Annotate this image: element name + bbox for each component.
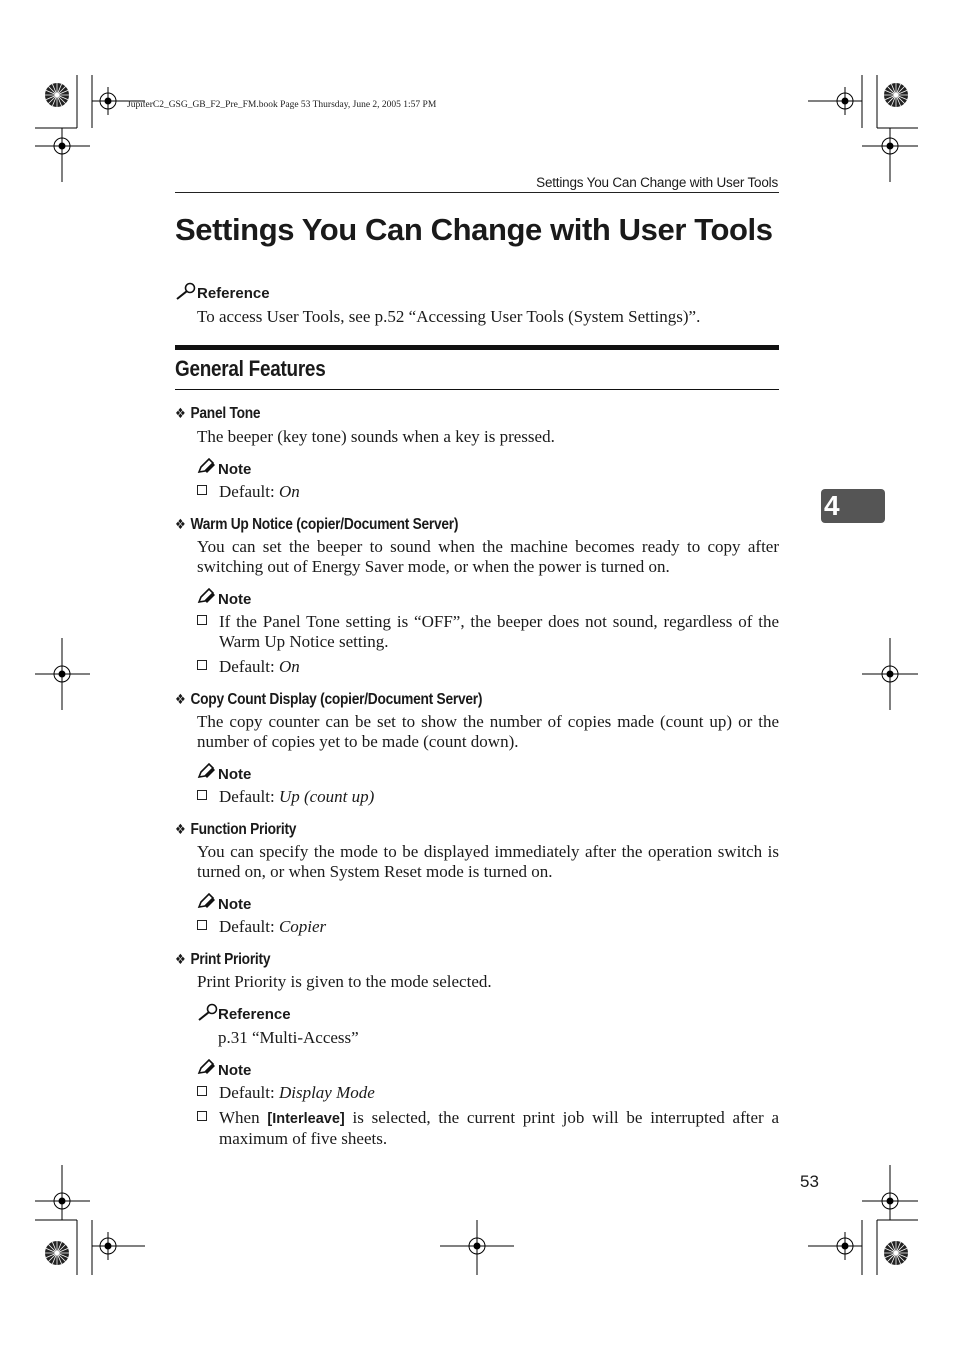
feature-heading-function-priority: ❖ Function Priority	[175, 821, 297, 838]
diamond-bullet-icon: ❖	[175, 951, 186, 967]
feature-body-panel-tone: The beeper (key tone) sounds when a key is pressed.	[197, 427, 555, 446]
pencil-icon	[197, 1059, 217, 1080]
page-number: 53	[800, 1172, 819, 1191]
checkbox-bullet-icon	[197, 1086, 207, 1096]
section-title: General Features	[175, 356, 326, 381]
checkbox-bullet-icon	[197, 790, 207, 800]
running-head: Settings You Can Change with User Tools	[536, 175, 778, 190]
checkbox-bullet-icon	[197, 1111, 207, 1121]
pencil-icon	[197, 588, 217, 609]
list-item: Default: Copier	[197, 917, 779, 937]
print-slug: JupiterC2_GSG_GB_F2_Pre_FM.book Page 53 Thursday, June 2, 2005 1:57 PM	[127, 100, 437, 110]
list-item: Default: Up (count up)	[197, 787, 779, 807]
feature-heading-panel-tone: ❖ Panel Tone	[175, 405, 261, 422]
page-title: Settings You Can Change with User Tools	[175, 212, 773, 247]
diamond-bullet-icon: ❖	[175, 516, 186, 532]
checkbox-bullet-icon	[197, 660, 207, 670]
reference-text: To access User Tools, see p.52 “Accessing User Tools (System Settings)”.	[197, 307, 701, 326]
chapter-tab: 4	[821, 489, 885, 523]
header-rule	[175, 192, 779, 193]
pencil-icon	[197, 893, 217, 914]
feature-heading-copy-count: ❖ Copy Count Display (copier/Document Server)	[175, 691, 483, 708]
list-item: When [Interleave] is selected, the current print job will be interrupted after a maximum of five sheets.	[197, 1108, 779, 1148]
diamond-bullet-icon: ❖	[175, 821, 186, 837]
feature-body-function-priority: You can specify the mode to be displayed immediately after the operation switch is turned on, or when System Reset mode is turned on.	[197, 842, 779, 881]
feature-heading-warm-up: ❖ Warm Up Notice (copier/Document Server)	[175, 516, 459, 533]
reference-label: Reference	[218, 1006, 291, 1023]
feature-body-print-priority: Print Priority is given to the mode selected.	[197, 972, 492, 991]
list-item: Default: On	[197, 482, 779, 502]
diamond-bullet-icon: ❖	[175, 691, 186, 707]
checkbox-bullet-icon	[197, 485, 207, 495]
magnifier-icon	[197, 1003, 219, 1026]
feature-body-copy-count: The copy counter can be set to show the number of copies made (count up) or the number of copies yet to be made (count down).	[197, 712, 779, 751]
checkbox-bullet-icon	[197, 615, 207, 625]
diamond-bullet-icon: ❖	[175, 405, 186, 421]
list-item: Default: On	[197, 657, 779, 677]
pencil-icon	[197, 458, 217, 479]
reference-label: Reference	[197, 285, 270, 302]
list-item: If the Panel Tone setting is “OFF”, the beeper does not sound, regardless of the Warm Up Notice setting.	[197, 612, 779, 652]
section-rule-top	[175, 345, 779, 350]
list-item: Default: Display Mode	[197, 1083, 779, 1103]
pencil-icon	[197, 763, 217, 784]
section-rule-bottom	[175, 389, 779, 390]
feature-heading-print-priority: ❖ Print Priority	[175, 951, 271, 968]
checkbox-bullet-icon	[197, 920, 207, 930]
reference-text: p.31 “Multi-Access”	[218, 1028, 359, 1047]
feature-body-warm-up: You can set the beeper to sound when the machine becomes ready to copy after switching out of Energy Saver mode, or when the power is turned on.	[197, 537, 779, 576]
magnifier-icon	[175, 282, 197, 305]
interleave-key-label: [Interleave]	[267, 1111, 345, 1127]
